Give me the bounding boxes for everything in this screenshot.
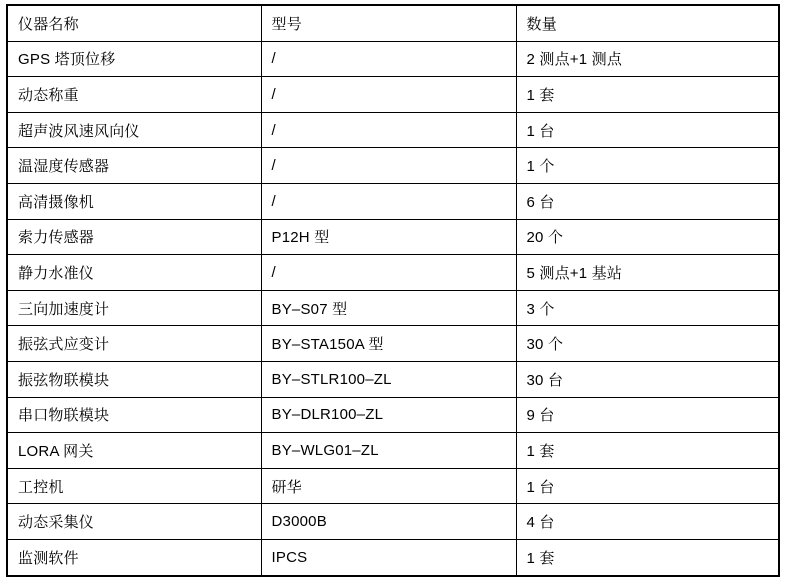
- cell-name: 高清摄像机: [7, 183, 261, 219]
- cell-qty: 5 测点+1 基站: [516, 255, 779, 291]
- table-row: [7, 255, 779, 291]
- cell-qty: 30 台: [516, 361, 779, 397]
- cell-qty: 2 测点+1 测点: [516, 41, 779, 77]
- cell-model: /: [261, 41, 516, 77]
- cell-qty: 9 台: [516, 397, 779, 433]
- cell-qty: 3 个: [516, 290, 779, 326]
- cell-model: /: [261, 112, 516, 148]
- table-row: [7, 41, 779, 77]
- cell-qty: 1 台: [516, 468, 779, 504]
- cell-model: 研华: [261, 468, 516, 504]
- cell-name: 索力传感器: [7, 219, 261, 255]
- instrument-table: [6, 4, 780, 577]
- cell-model: BY–STA150A 型: [261, 326, 516, 362]
- cell-model: BY–S07 型: [261, 290, 516, 326]
- cell-qty: 1 套: [516, 77, 779, 113]
- table-row: [7, 77, 779, 113]
- cell-name: 超声波风速风向仪: [7, 112, 261, 148]
- cell-model: P12H 型: [261, 219, 516, 255]
- table-row: [7, 539, 779, 575]
- header-instrument-name: 仪器名称: [7, 5, 261, 41]
- cell-qty: 1 套: [516, 539, 779, 575]
- table-body: [7, 41, 779, 575]
- cell-qty: 1 个: [516, 148, 779, 184]
- table-row: [7, 219, 779, 255]
- table-header-row: [7, 5, 779, 41]
- header-model: 型号: [261, 5, 516, 41]
- cell-qty: 30 个: [516, 326, 779, 362]
- cell-model: /: [261, 183, 516, 219]
- table-row: [7, 468, 779, 504]
- cell-model: BY–DLR100–ZL: [261, 397, 516, 433]
- cell-name: 动态称重: [7, 77, 261, 113]
- cell-qty: 20 个: [516, 219, 779, 255]
- table-row: [7, 397, 779, 433]
- cell-name: 工控机: [7, 468, 261, 504]
- table-row: [7, 361, 779, 397]
- cell-qty: 1 套: [516, 433, 779, 469]
- cell-model: /: [261, 77, 516, 113]
- cell-name: LORA 网关: [7, 433, 261, 469]
- cell-name: GPS 塔顶位移: [7, 41, 261, 77]
- cell-name: 监测软件: [7, 539, 261, 575]
- cell-model: D3000B: [261, 504, 516, 540]
- header-quantity: 数量: [516, 5, 779, 41]
- table-row: [7, 148, 779, 184]
- table-row: [7, 433, 779, 469]
- cell-qty: 6 台: [516, 183, 779, 219]
- cell-name: 振弦物联模块: [7, 361, 261, 397]
- cell-model: /: [261, 148, 516, 184]
- cell-model: /: [261, 255, 516, 291]
- cell-model: BY–WLG01–ZL: [261, 433, 516, 469]
- table-row: [7, 112, 779, 148]
- cell-name: 串口物联模块: [7, 397, 261, 433]
- table-row: [7, 183, 779, 219]
- table-row: [7, 504, 779, 540]
- cell-name: 动态采集仪: [7, 504, 261, 540]
- cell-name: 振弦式应变计: [7, 326, 261, 362]
- cell-name: 静力水准仪: [7, 255, 261, 291]
- cell-name: 三向加速度计: [7, 290, 261, 326]
- cell-name: 温湿度传感器: [7, 148, 261, 184]
- cell-model: IPCS: [261, 539, 516, 575]
- table-row: [7, 326, 779, 362]
- cell-qty: 4 台: [516, 504, 779, 540]
- cell-qty: 1 台: [516, 112, 779, 148]
- cell-model: BY–STLR100–ZL: [261, 361, 516, 397]
- table-row: [7, 290, 779, 326]
